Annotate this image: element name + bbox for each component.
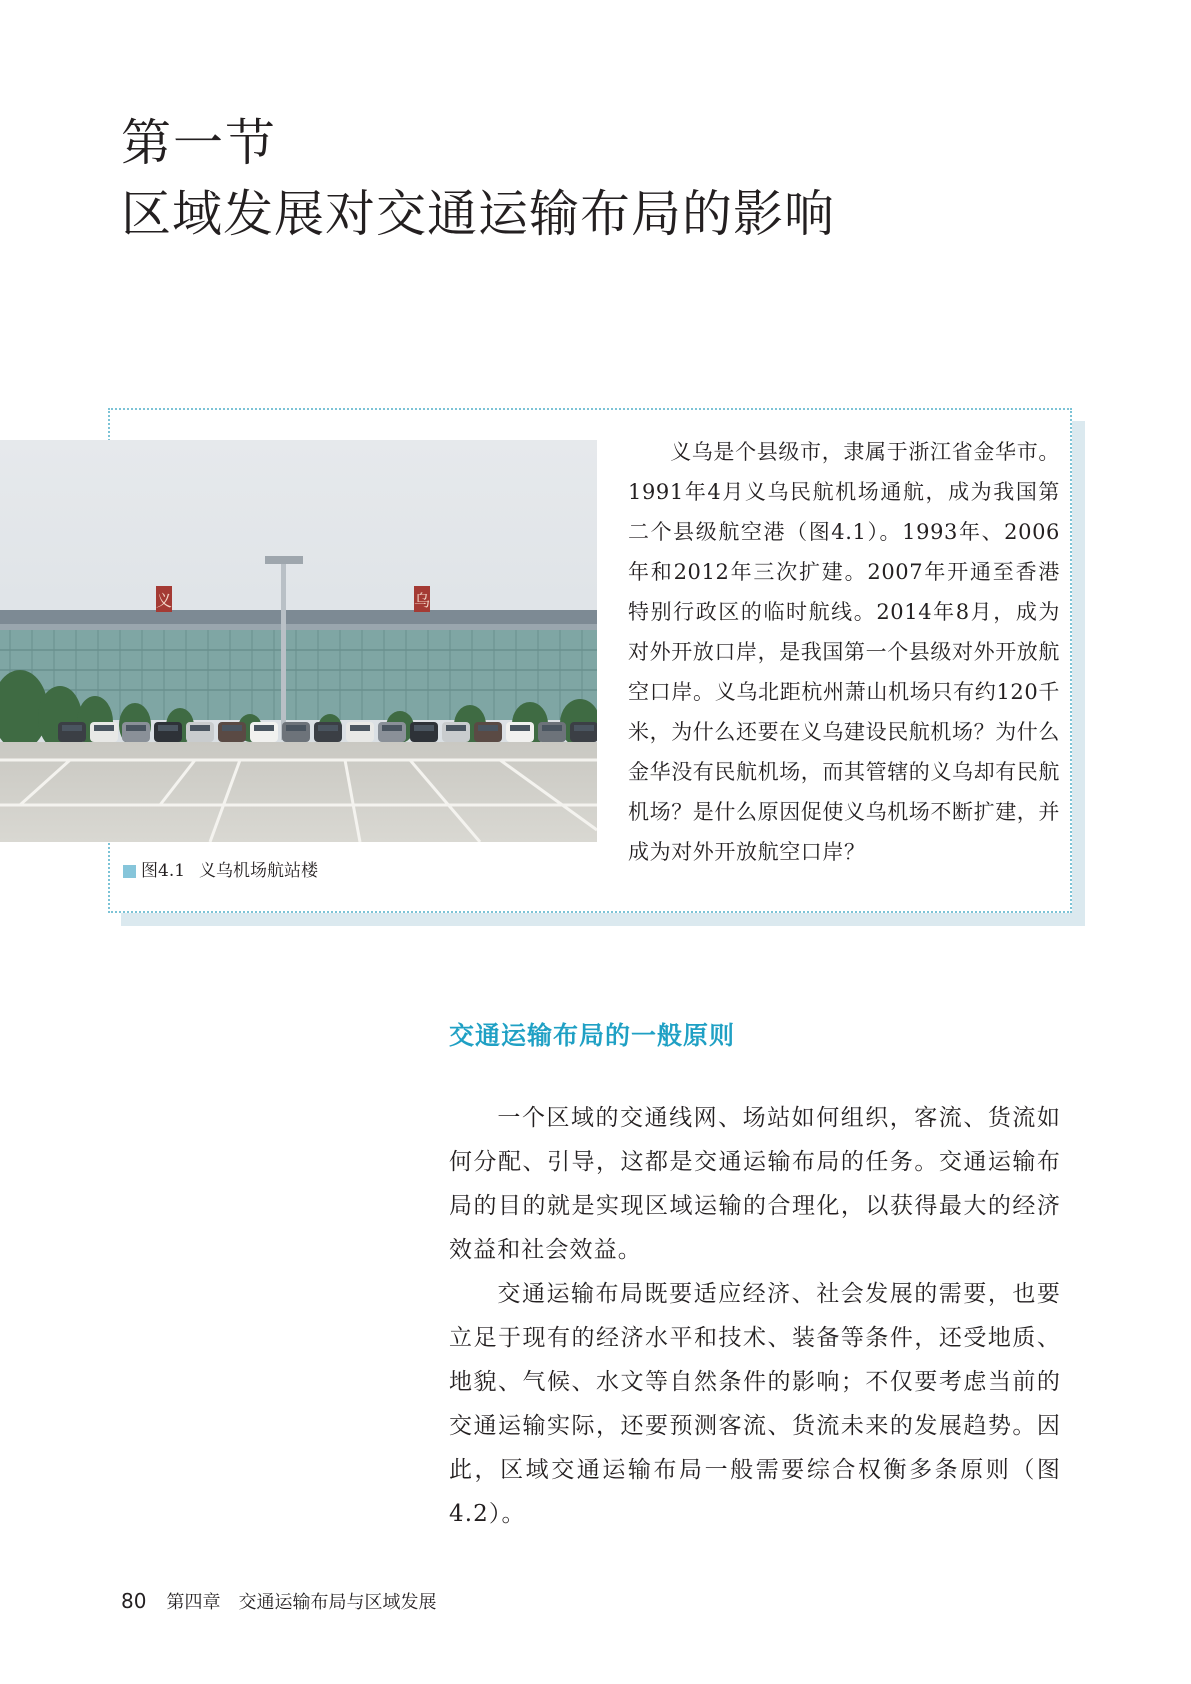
body-paragraph-text: 交通运输布局既要适应经济、社会发展的需要，也要立足于现有的经济水平和技术、装备等条件，还受地质、地貌、气候、水文等自然条件的影响；不仅要考虑当前的交通运输实际，还要预测客流、货流未来的发展趋势。因此，区域交通运输布局一般需要综合权衡多条原则（图4.2）。 bbox=[449, 1281, 1061, 1527]
subsection-heading: 交通运输布局的一般原则 bbox=[449, 1021, 736, 1050]
body-paragraph bbox=[449, 1096, 1061, 1272]
chapter-title: 交通运输布局与区域发展 bbox=[238, 1592, 437, 1613]
body-paragraph bbox=[449, 1272, 1061, 1536]
intro-paragraph-text: 义乌是个县级市，隶属于浙江省金华市。1991年4月义乌民航机场通航，成为我国第二个县级航空港（图4.1）。1993年、2006年和2012年三次扩建。2007年开通至香港特别行政区的临时航线。2014年8月，成为对外开放口岸，是我国第一个县级对外开放航空口岸。义乌北距杭州萧山机场只有约120千米，为什么还要在义乌建设民航机场？为什么金华没有民航机场，而其管辖的义乌却有民航机场？是什么原因促使义乌机场不断扩建，并成为对外开放航空口岸？ bbox=[628, 440, 1060, 864]
body-text bbox=[449, 1096, 1061, 1536]
figure-caption bbox=[123, 860, 318, 882]
body-paragraph-text: 一个区域的交通线网、场站如何组织，客流、货流如何分配、引导，这都是交通运输布局的任务。交通运输布局的目的就是实现区域运输的合理化，以获得最大的经济效益和社会效益。 bbox=[449, 1105, 1061, 1263]
chapter-label: 第四章 bbox=[166, 1592, 221, 1613]
page-number: 80 bbox=[121, 1589, 147, 1613]
page-footer bbox=[121, 1589, 436, 1615]
figure-caption-text: 义乌机场航站楼 bbox=[199, 861, 319, 881]
section-label: 第一节 bbox=[121, 114, 277, 172]
intro-paragraph bbox=[628, 432, 1060, 872]
terminal-sign-left: 义 bbox=[155, 591, 173, 610]
airport-terminal-photo bbox=[0, 440, 597, 842]
figure-number: 图4.1 bbox=[141, 861, 186, 881]
caption-marker-icon bbox=[123, 865, 136, 878]
section-title bbox=[121, 108, 835, 250]
terminal-sign-right: 乌 bbox=[413, 591, 431, 610]
section-heading: 区域发展对交通运输布局的影响 bbox=[121, 185, 835, 243]
